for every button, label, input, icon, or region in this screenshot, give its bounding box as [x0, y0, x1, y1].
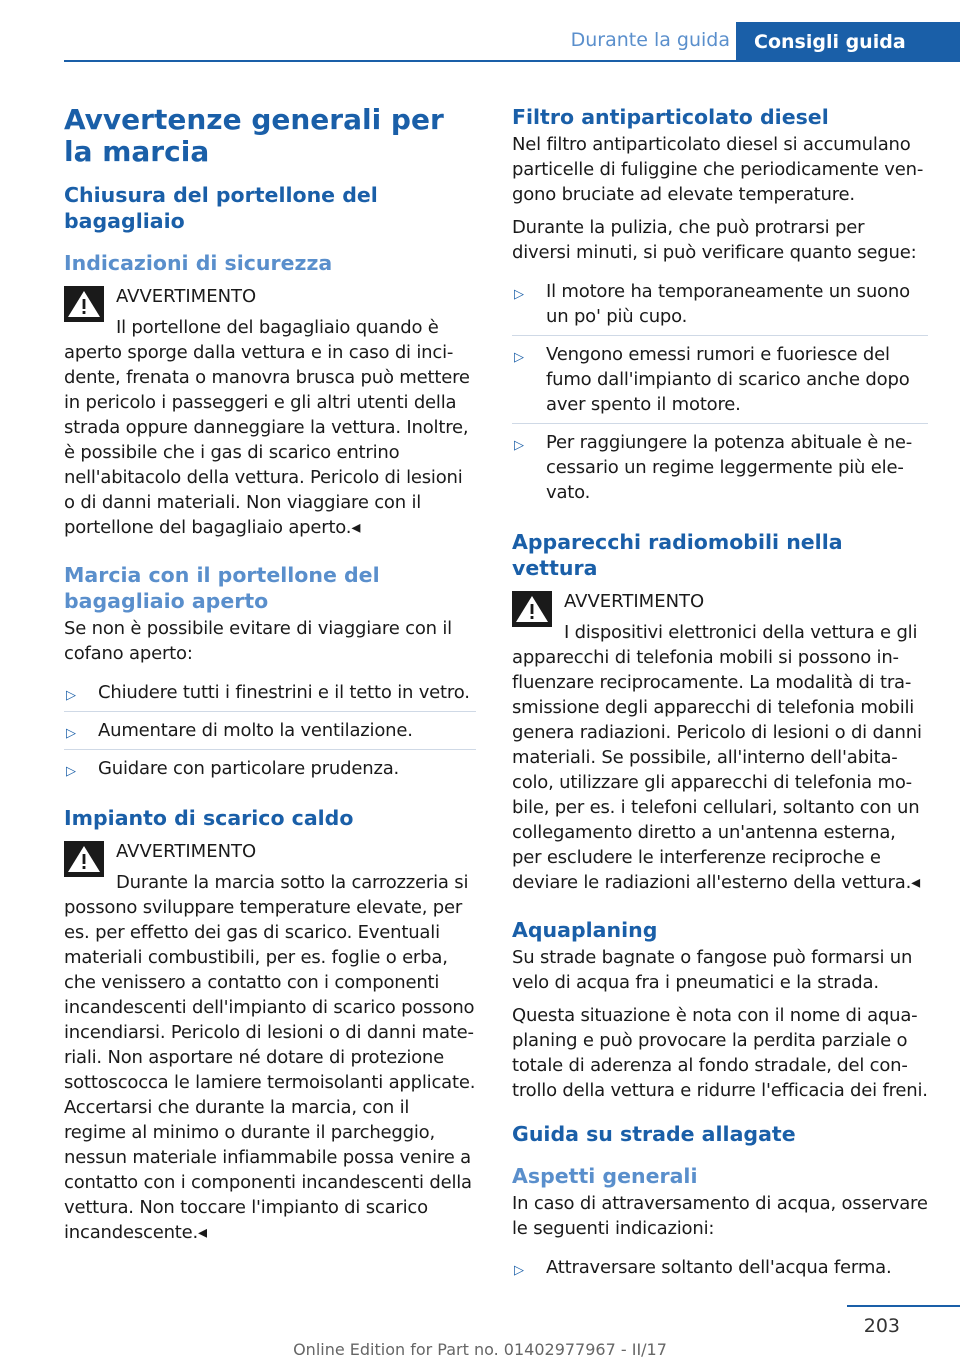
list-item: ▷ Il motore ha temporaneamente un suono un po' più cupo. — [512, 273, 928, 336]
warning-block-mobile — [512, 589, 928, 895]
heading-general-aspects: Aspetti generali — [512, 1164, 698, 1188]
list-item: ▷ Guidare con particolare prudenza. — [64, 750, 476, 787]
list-item: ▷ Aumentare di molto la ventilazione. — [64, 712, 476, 750]
list-open-tailgate — [64, 674, 476, 787]
list-item: ▷ Vengono emessi rumori e fuoriesce del fumo dall'impianto di scarico anche dopo aver spento il motore. — [512, 336, 928, 424]
paragraph-aqua-1: Su strade bagnate o fangose può formarsi un velo di acqua fra i pneumatici e la strada. — [512, 947, 913, 993]
heading-hot-exhaust: Impianto di scarico caldo — [64, 806, 354, 830]
left-column — [64, 96, 476, 1257]
paragraph-open-intro: Se non è possibile evitare di viaggiare con il cofano aperto: — [64, 618, 452, 664]
page-number: 203 — [863, 1315, 900, 1337]
paragraph-filter-1: Nel filtro antiparticolato diesel si accumulano particelle di fuliggine che periodicamente vengono bruciate ad elevate temperature. — [512, 134, 924, 205]
warning-triangle-icon — [64, 841, 104, 877]
triangle-bullet-icon: ▷ — [514, 438, 524, 453]
heading-mobile-devices: Apparecchi radiomobili nella vettura — [512, 530, 843, 580]
triangle-bullet-icon: ▷ — [66, 726, 76, 741]
heading-driving-open-tailgate: Marcia con il portellone del bagagliaio aperto — [64, 563, 380, 613]
triangle-bullet-icon: ▷ — [514, 1263, 524, 1278]
warning-title: AVVERTIMENTO — [564, 591, 705, 612]
list-general — [512, 1249, 928, 1286]
list-filter — [512, 273, 928, 511]
heading-aquaplaning: Aquaplaning — [512, 918, 658, 942]
paragraph-general: In caso di attraversamento di acqua, osservare le seguenti indicazioni: — [512, 1193, 928, 1239]
warning-triangle-icon — [64, 286, 104, 322]
triangle-bullet-icon: ▷ — [514, 350, 524, 365]
warning-title: AVVERTIMENTO — [116, 841, 257, 862]
heading-flooded-roads: Guida su strade allagate — [512, 1122, 796, 1146]
warning-text: Durante la marcia sotto la carrozzeria si possono sviluppare temperature elevate, per es. per effetto dei gas di scarico. Eventuali materiali combustibili, per es. foglie o erba, che venissero a contatto con i componenti incandescenti dell'impianto di scarico possono incendiarsi. Pericolo di lesioni o di danni materiali. Non asportare né dotare di protezione sottoscocca le lamiere termoisolanti applicate. Accertarsi che durante la marcia, con il regime al minimo o durante il parcheggio, nessun materiale infiammabile possa venire a contatto con i componenti incandescenti della vettura. Non toccare l'impianto di scarico incandescente.◂ — [64, 872, 476, 1243]
warning-block-tailgate — [64, 284, 476, 540]
warning-text: Il portellone del bagagliaio quando è aperto sporge dalla vettura e in caso di incidente, frenata o manovra brusca può mettere in pericolo i passeggeri e gli altri utenti della strada oppure danneggiare la vettura. Inoltre, è possibile che i gas di scarico entrino nell'abitacolo della vettura. Pericolo di lesioni o di danni materiali. Non viaggiare con il portellone del bagagliaio aperto.◂ — [64, 317, 470, 538]
triangle-bullet-icon: ▷ — [66, 688, 76, 703]
header-chapter-tab: Consigli guida — [736, 22, 960, 62]
paragraph-aqua-2: Questa situazione è nota con il nome di aquaplaning e può provocare la perdita parziale o totale di aderenza al fondo stradale, del controllo della vettura e ridurre l'efficacia dei freni. — [512, 1005, 928, 1101]
right-column — [512, 96, 928, 1294]
warning-text: I dispositivi elettronici della vettura e gli apparecchi di telefonia mobili si possono influenzare reciprocamente. La modalità di trasmissione degli apparecchi di telefonia mobili genera radiazioni. Pericolo di lesioni o di danni materiali. Se possibile, all'interno dell'abitacolo, utilizzare gli apparecchi di telefonia mobile, per es. i telefoni cellulari, soltanto con un collegamento diretto a un'antenna esterna, per escludere le interferenze reciproche e deviare le radiazioni all'esterno della vettura.◂ — [512, 622, 922, 893]
triangle-bullet-icon: ▷ — [514, 287, 524, 302]
triangle-bullet-icon: ▷ — [66, 764, 76, 779]
heading-safety-notes: Indicazioni di sicurezza — [64, 251, 333, 275]
warning-title: AVVERTIMENTO — [116, 286, 257, 307]
edition-footer: Online Edition for Part no. 01402977967 - II/17 — [293, 1340, 667, 1359]
warning-triangle-icon — [512, 591, 552, 627]
paragraph-filter-2: Durante la pulizia, che può protrarsi per diversi minuti, si può verificare quanto segue: — [512, 217, 917, 263]
heading-diesel-filter: Filtro antiparticolato diesel — [512, 105, 829, 129]
list-item: ▷ Chiudere tutti i finestrini e il tetto in vetro. — [64, 674, 476, 712]
warning-block-exhaust — [64, 839, 476, 1245]
header-section-label: Durante la guida — [570, 29, 730, 51]
list-item: ▷ Attraversare soltanto dell'acqua ferma. — [512, 1249, 928, 1286]
list-item: ▷ Per raggiungere la potenza abituale è necessario un regime leggermente più elevato. — [514, 432, 913, 503]
page-title: Avvertenze generali per la marcia — [64, 103, 444, 168]
heading-tailgate-closing: Chiusura del portellone del bagagliaio — [64, 183, 378, 233]
footer-rule — [847, 1305, 960, 1307]
